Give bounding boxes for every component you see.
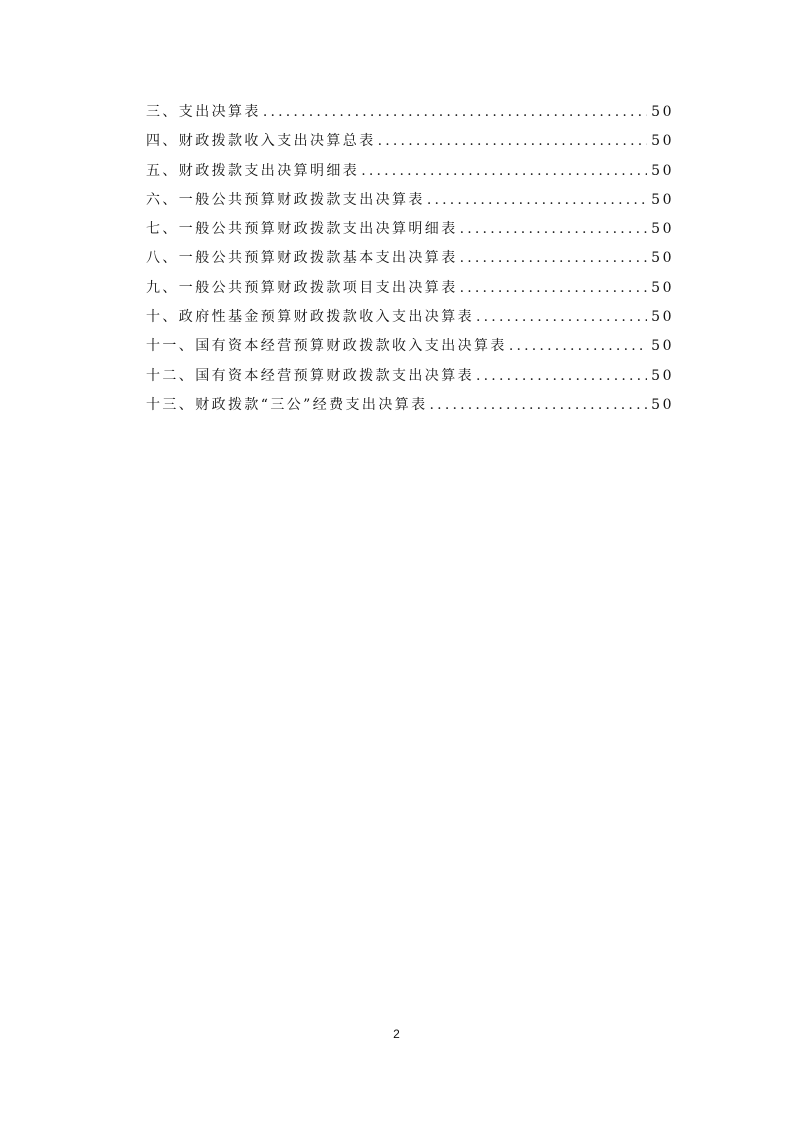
toc-entry-page: 50 <box>651 309 674 326</box>
toc-entry-title: 五、财政拨款支出决算明细表 <box>146 162 360 179</box>
toc-entry-page: 50 <box>651 338 674 355</box>
toc-dot-leader <box>427 192 647 208</box>
toc-dot-leader <box>378 133 648 149</box>
toc-entry-title: 十一、国有资本经营预算财政拨款收入支出决算表 <box>146 338 507 355</box>
toc-dot-leader <box>263 104 647 120</box>
toc-dot-leader <box>361 163 647 179</box>
toc-entry-page: 50 <box>651 162 674 179</box>
toc-entry-page: 50 <box>651 396 674 413</box>
toc-entry-page: 50 <box>651 279 674 296</box>
toc-dot-leader <box>460 250 648 266</box>
toc-dot-leader <box>430 397 648 413</box>
table-of-contents <box>146 101 674 423</box>
toc-entry-title: 九、一般公共预算财政拨款项目支出决算表 <box>146 279 458 296</box>
page-number: 2 <box>393 1027 400 1041</box>
toc-dot-leader <box>476 309 647 325</box>
toc-entry[interactable] <box>146 335 674 364</box>
toc-entry[interactable] <box>146 101 674 130</box>
toc-entry[interactable] <box>146 189 674 218</box>
toc-entry-title: 八、一般公共预算财政拨款基本支出决算表 <box>146 250 458 267</box>
toc-entry-title: 十二、国有资本经营预算财政拨款支出决算表 <box>146 367 474 384</box>
toc-entry-page: 50 <box>651 250 674 267</box>
toc-dot-leader <box>509 338 647 354</box>
toc-entry-title: 六、一般公共预算财政拨款支出决算表 <box>146 191 425 208</box>
toc-entry-title: 七、一般公共预算财政拨款支出决算明细表 <box>146 221 458 238</box>
toc-entry[interactable] <box>146 277 674 306</box>
toc-entry-title: 三、支出决算表 <box>146 104 261 120</box>
toc-entry[interactable] <box>146 160 674 189</box>
toc-entry[interactable] <box>146 394 674 423</box>
toc-entry-title: 十三、财政拨款“三公”经费支出决算表 <box>146 396 428 413</box>
toc-entry[interactable] <box>146 306 674 335</box>
toc-entry[interactable] <box>146 247 674 276</box>
toc-entry-page: 50 <box>651 221 674 238</box>
toc-dot-leader <box>460 221 648 237</box>
toc-entry-page: 50 <box>651 104 674 120</box>
toc-dot-leader <box>476 368 647 384</box>
toc-entry-page: 50 <box>651 191 674 208</box>
toc-entry[interactable] <box>146 130 674 159</box>
toc-dot-leader <box>460 280 648 296</box>
toc-entry-title: 十、政府性基金预算财政拨款收入支出决算表 <box>146 309 474 326</box>
toc-entry[interactable] <box>146 218 674 247</box>
toc-entry[interactable] <box>146 365 674 394</box>
toc-entry-title: 四、财政拨款收入支出决算总表 <box>146 133 376 150</box>
toc-entry-page: 50 <box>651 133 674 150</box>
toc-entry-page: 50 <box>651 367 674 384</box>
